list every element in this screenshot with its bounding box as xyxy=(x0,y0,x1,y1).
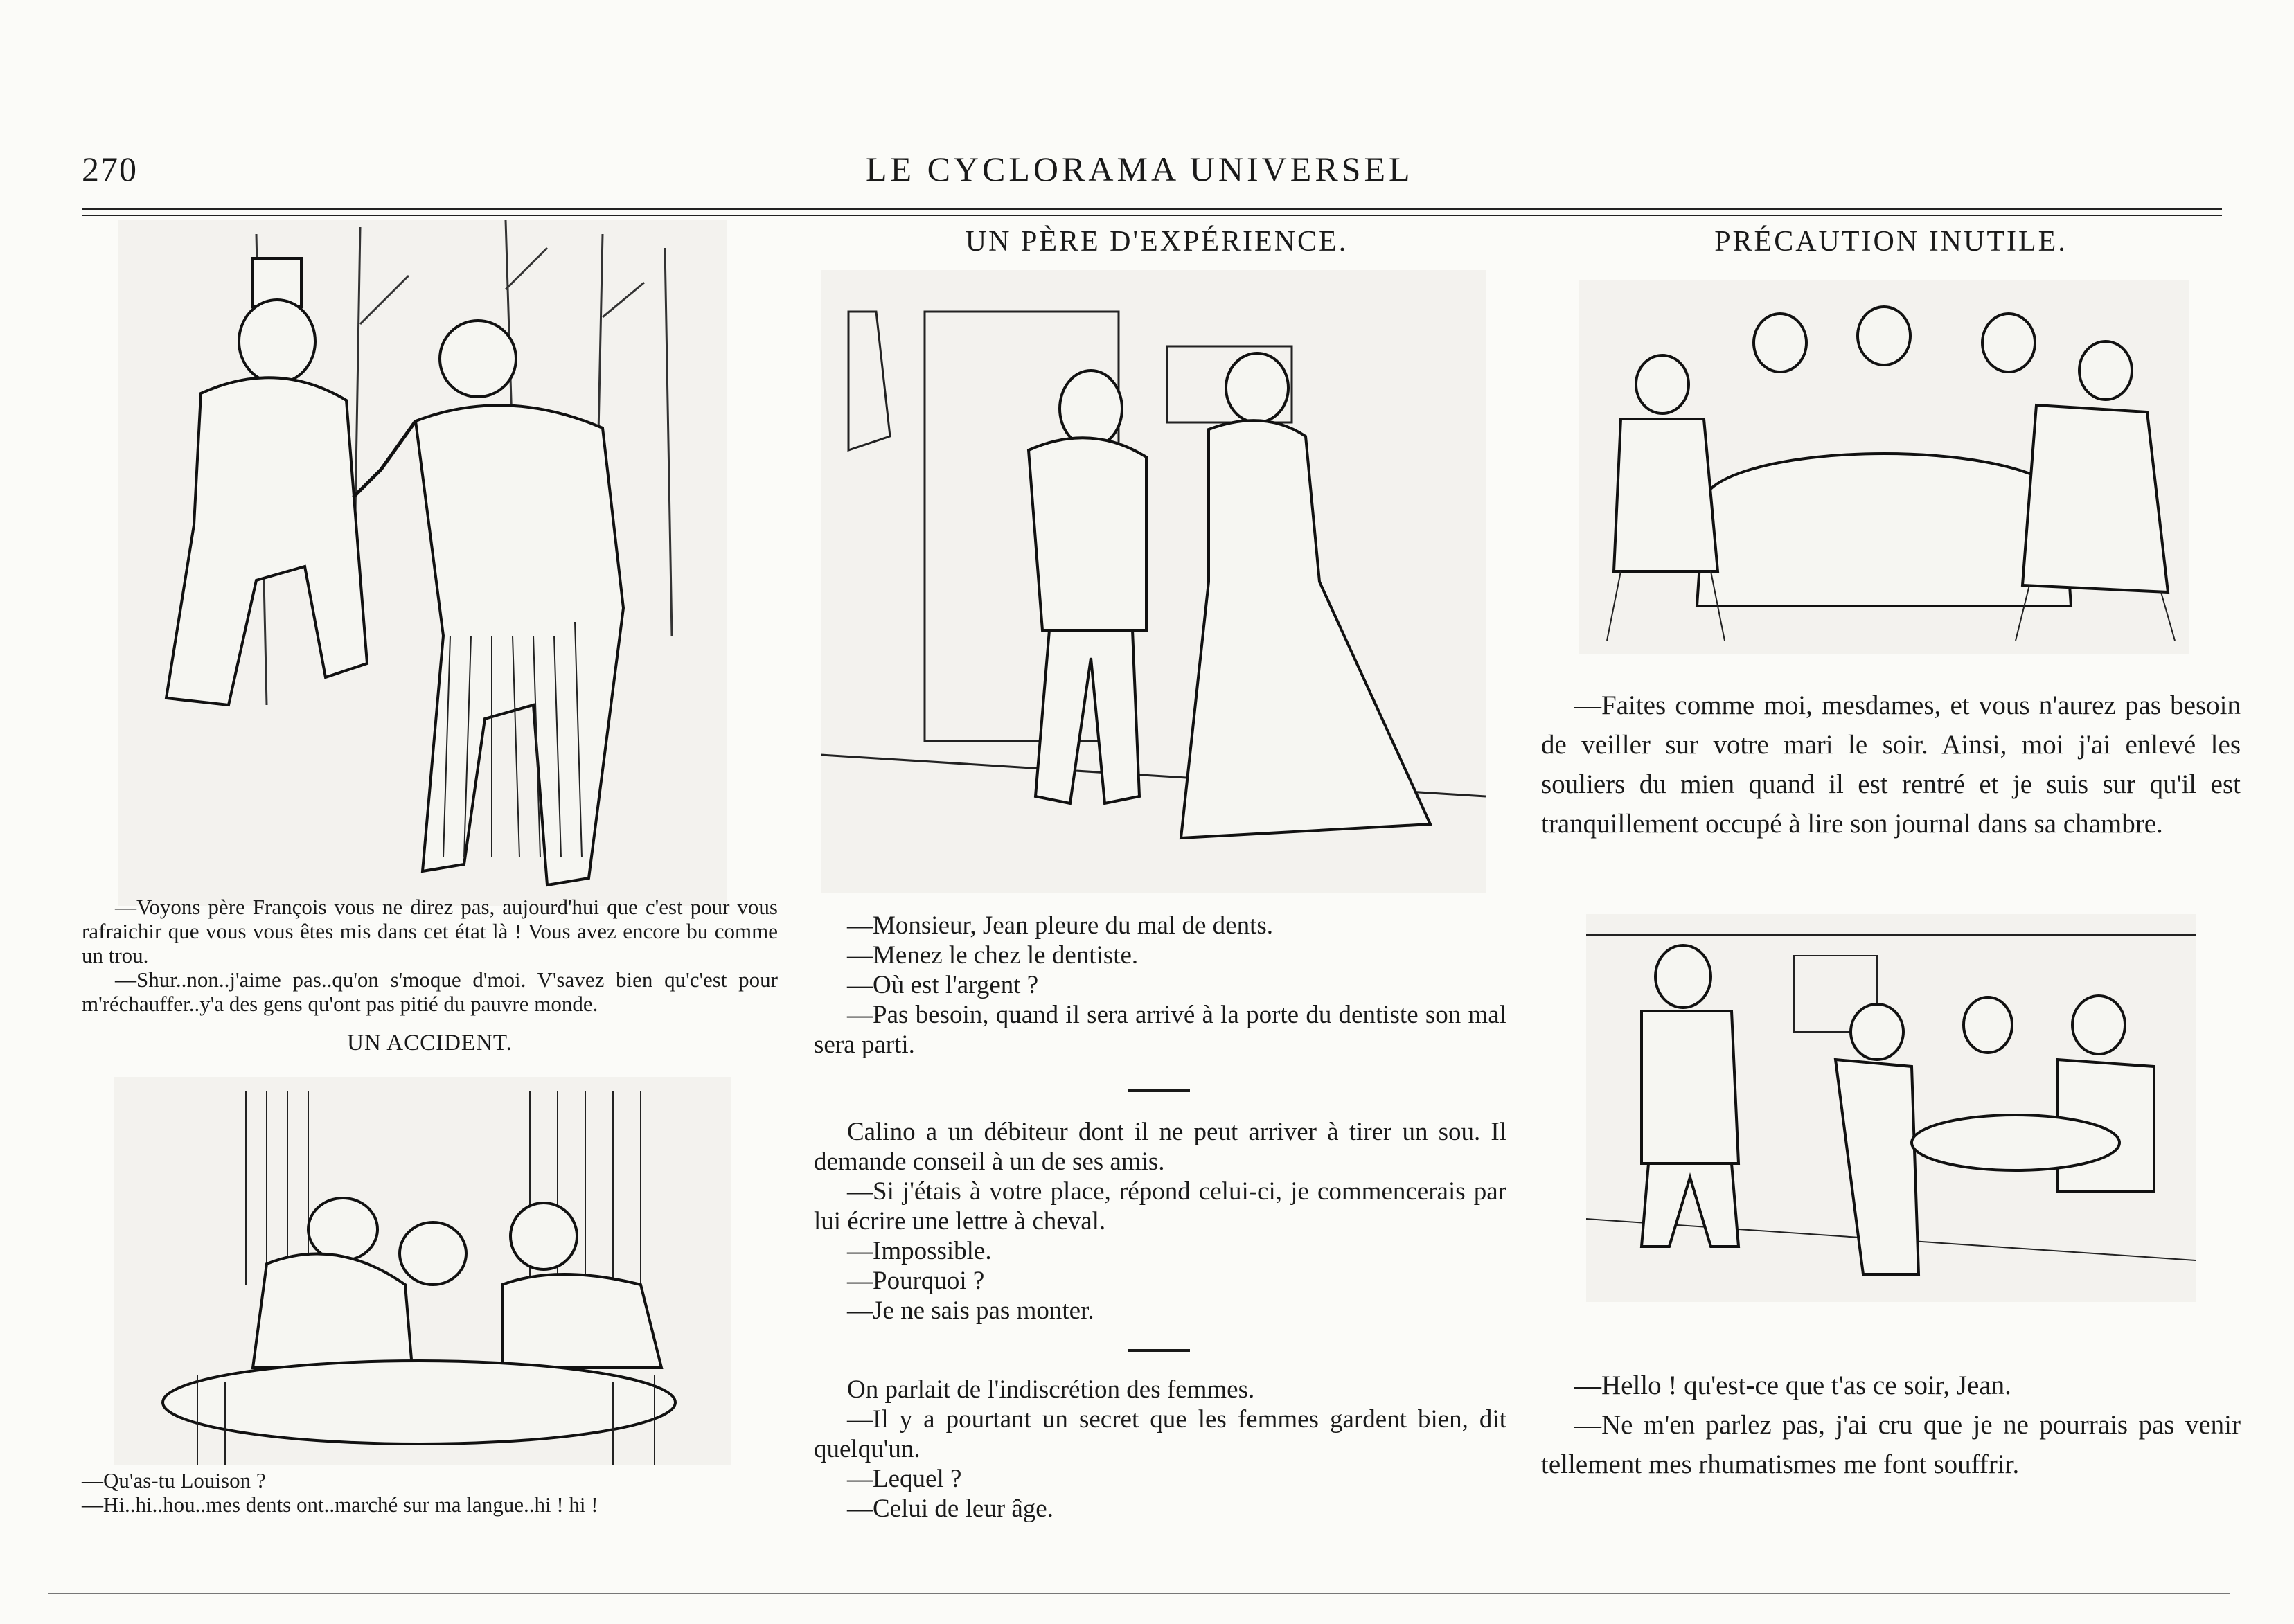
caption-line: —Ne m'en parlez pas, j'ai cru que je ne pourrais pas venir tellement mes rhumatismes me font souffrir. xyxy=(1541,1410,2241,1479)
header-rule-lower xyxy=(82,215,2222,216)
story-line: —Je ne sais pas monter. xyxy=(847,1296,1094,1325)
heading-precaution: PRÉCAUTION INUTILE. xyxy=(1714,226,2068,258)
heading-father: UN PÈRE D'EXPÉRIENCE. xyxy=(965,226,1349,258)
story-line: Calino a un débiteur dont il ne peut arriver à tirer un sou. Il demande conseil à un de ses amis. xyxy=(814,1118,1506,1176)
caption-line: —Hi..hi..hou..mes dents ont..marché sur ma langue..hi ! hi ! xyxy=(82,1492,598,1517)
illustration-accident xyxy=(114,1077,731,1465)
calino-story xyxy=(814,1117,1506,1326)
separator xyxy=(1128,1349,1190,1352)
precaution-caption xyxy=(1541,686,2241,844)
footer-rule xyxy=(48,1593,2230,1594)
caption-line: —Hello ! qu'est-ce que t'as ce soir, Jean. xyxy=(1574,1371,2011,1400)
dialogue-line: —Où est l'argent ? xyxy=(847,971,1039,999)
dialogue-line: —Monsieur, Jean pleure du mal de dents. xyxy=(847,911,1274,940)
story-line: —Celui de leur âge. xyxy=(847,1494,1053,1523)
page-title: LE CYCLORAMA UNIVERSEL xyxy=(866,150,1414,188)
header-rule xyxy=(82,208,2222,210)
left-caption-2 xyxy=(82,1468,778,1517)
page-number: 270 xyxy=(82,150,138,188)
story-line: On parlait de l'indiscrétion des femmes. xyxy=(847,1375,1255,1404)
rheumatism-caption xyxy=(1541,1366,2241,1484)
story-line: —Il y a pourtant un secret que les femmes gardent bien, dit quelqu'un. xyxy=(814,1405,1506,1463)
caption-line: —Shur..non..j'aime pas..qu'on s'moque d'moi. V'savez bien qu'c'est pour m'réchauffer..y'a des gens qu'ont pas pitié du pauvre monde. xyxy=(82,967,778,1016)
story-line: —Impossible. xyxy=(847,1237,992,1265)
secret-story xyxy=(814,1375,1506,1524)
illustration-drunk-man xyxy=(118,220,727,906)
illustration-father xyxy=(821,270,1486,893)
dialogue-line: —Menez le chez le dentiste. xyxy=(847,941,1139,970)
separator xyxy=(1128,1089,1190,1092)
father-dialogue xyxy=(814,911,1506,1060)
caption-line: —Faites comme moi, mesdames, et vous n'aurez pas besoin de veiller sur votre mari le soir. Ainsi, moi j'ai enlevé les souliers du mien quand il est rentré et je suis sur qu'il est tranquillement occupé à lire son journal dans sa chambre. xyxy=(1541,690,2241,839)
illustration-ladies-table xyxy=(1579,280,2189,654)
caption-line: —Qu'as-tu Louison ? xyxy=(82,1468,266,1492)
dialogue-line: —Pas besoin, quand il sera arrivé à la porte du dentiste son mal sera parti. xyxy=(814,1001,1506,1059)
caption-line: —Voyons père François vous ne direz pas, aujourd'hui que c'est pour vous rafraichir que vous vous êtes mis dans cet état là ! Vous avez encore bu comme un trou. xyxy=(82,895,778,967)
story-line: —Lequel ? xyxy=(847,1465,962,1493)
illustration-rheumatism xyxy=(1586,914,2196,1302)
heading-accident: UN ACCIDENT. xyxy=(347,1030,513,1055)
left-caption-1 xyxy=(82,895,778,1016)
story-line: —Si j'étais à votre place, répond celui-ci, je commencerais par lui écrire une lettre à cheval. xyxy=(814,1177,1506,1235)
story-line: —Pourquoi ? xyxy=(847,1267,985,1295)
